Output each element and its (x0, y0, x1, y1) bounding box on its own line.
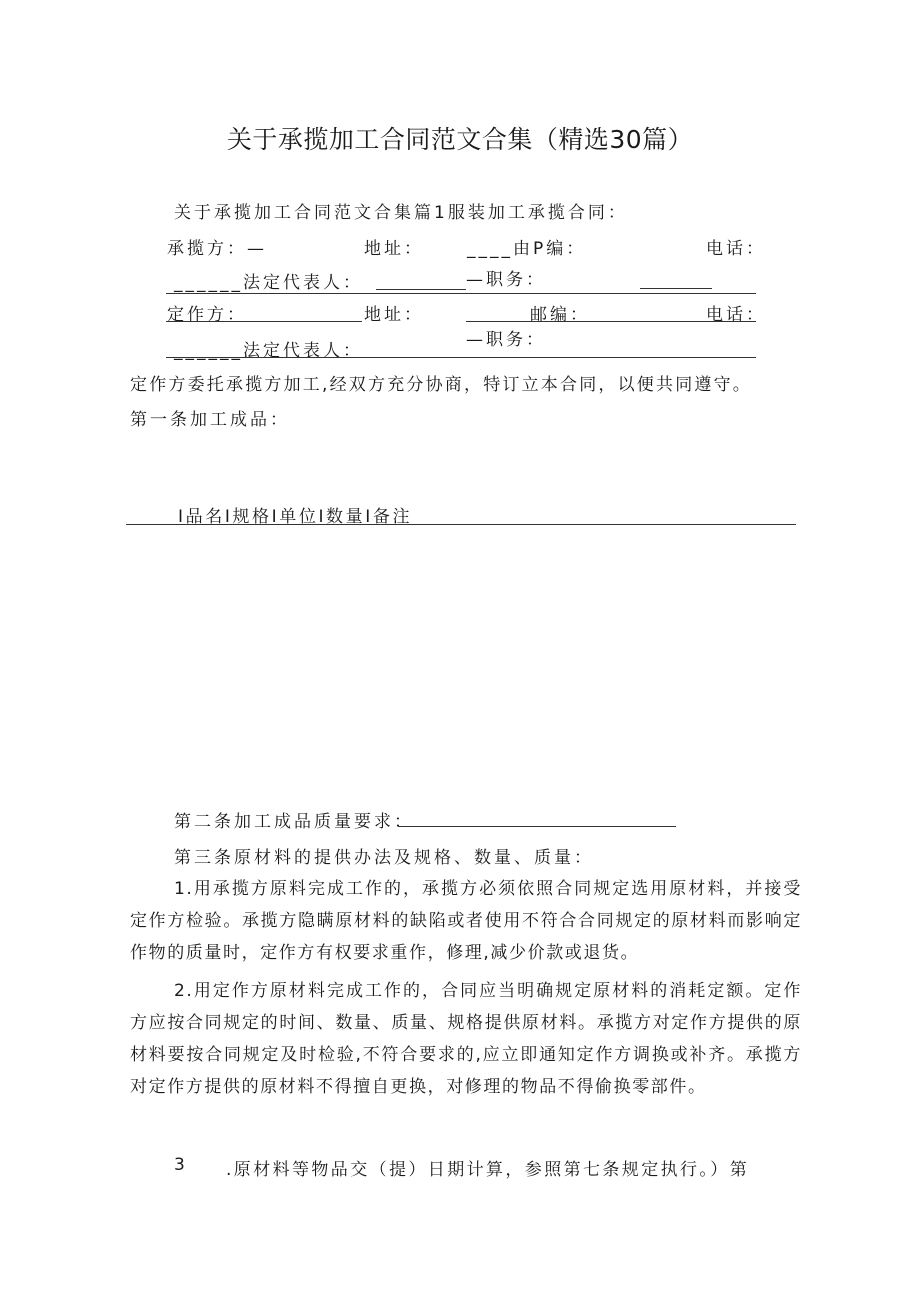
contractor-address-label: 地址： (364, 239, 424, 259)
contractor-title-blank (640, 288, 712, 289)
contractor-rep-blank (376, 289, 466, 290)
clause-3-number: 3 (174, 1155, 188, 1175)
clause-1: 1.用承揽方原料完成工作的，承揽方必须依照合同规定选用原材料，并接受定作方检验。承揽方隐瞒原材料的缺陷或者使用不符合合同规定的原材料而影响定作物的质量时，定作方有权要求重作，修理,减少价款或退货。 (130, 879, 802, 963)
article-2-blank (398, 826, 676, 827)
page-title: 关于承揽加工合同范文合集（精选30篇） (226, 125, 694, 154)
article-1-heading: 第一条加工成品： (130, 410, 290, 430)
contractor-zip-label: ____由P编： (467, 239, 587, 259)
contractor-phone-label: 电话： (706, 239, 766, 259)
product-table-header: I品名I规格I单位I数量I备注 (178, 507, 413, 527)
client-phone-label: 电话： (706, 305, 766, 325)
contractor-rep-label: ______法定代表人： (174, 273, 363, 293)
client-zip-label: 邮编： (530, 305, 590, 325)
contractor-divider (166, 293, 756, 294)
client-title-label: —职务： (466, 330, 546, 350)
client-party-blank (166, 321, 362, 322)
client-address-label: 地址： (364, 305, 424, 325)
client-zip-phone-blank (466, 321, 756, 322)
client-rep-label: ______法定代表人： (174, 341, 363, 361)
agreement-sentence: 定作方委托承揽方加工,经双方充分协商，特订立本合同，以便共同遵守。 (130, 375, 753, 395)
article-2-heading: 第二条加工成品质量要求： (174, 812, 414, 832)
clause-2: 2.用定作方原材料完成工作的，合同应当明确规定原材料的消耗定额。定作方应按合同规定的时间、数量、质量、规格提供原材料。承揽方对定作方提供的原材料要按合同规定及时检验,不符合要求的,应立即通知定作方调换或补齐。承揽方对定作方提供的原材料不得擅自更换，对修理的物品不得偷换零部件。 (130, 981, 802, 1097)
client-divider (166, 357, 756, 358)
intro-line: 关于承揽加工合同范文合集篇1服装加工承揽合同： (174, 203, 628, 223)
contractor-party-label: 承揽方：— (167, 239, 267, 259)
product-table-rule (126, 524, 796, 525)
client-party-label: 定作方： (167, 305, 247, 325)
article-3-heading: 第三条原材料的提供办法及规格、数量、质量： (174, 848, 594, 868)
contractor-title-label: —职务： (466, 270, 546, 290)
clause-3: .原材料等物品交（提）日期计算，参照第七条规定执行。）第 (226, 1160, 750, 1180)
